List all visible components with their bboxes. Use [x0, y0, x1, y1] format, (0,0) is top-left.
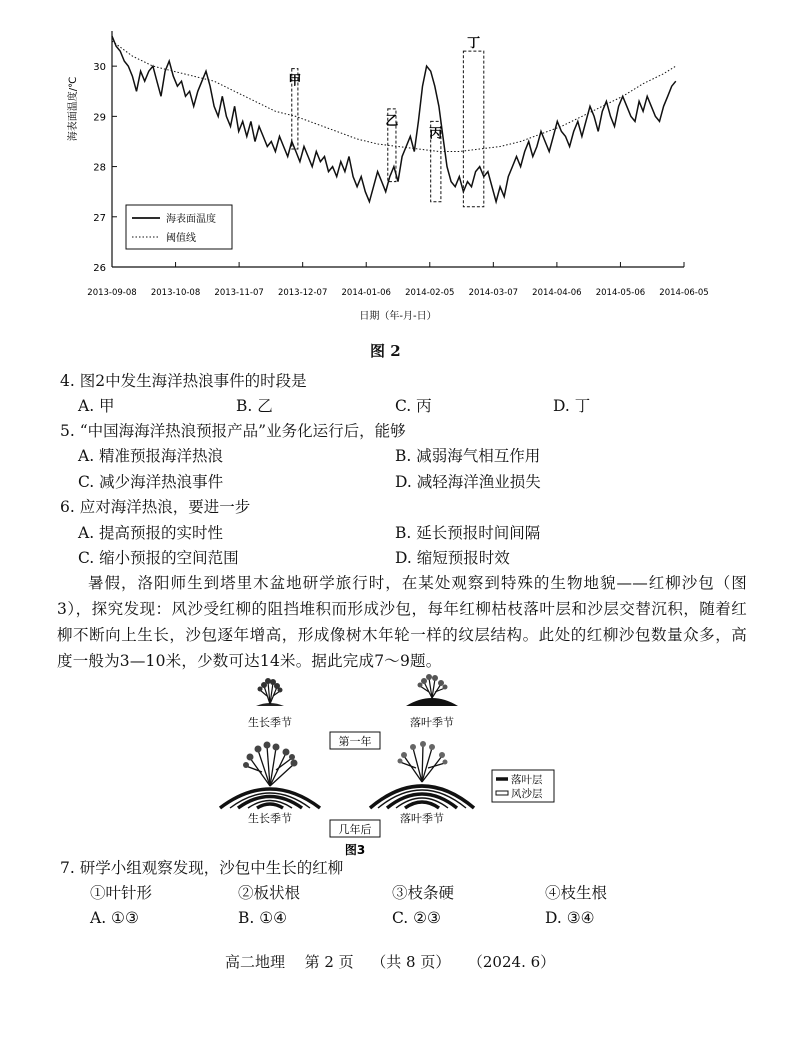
label-year1: 第一年: [338, 735, 372, 748]
mound-growth-later: [220, 742, 320, 809]
sst-chart: [60, 25, 720, 330]
footer-subject: 高二地理: [225, 953, 286, 971]
legend-sand-layer: 风沙层: [511, 788, 543, 800]
label-leaf-later: 落叶季节: [400, 812, 444, 825]
footer-date: （2024. 6）: [467, 953, 556, 971]
question-4-stem: 4. 图2中发生海洋热浪事件的时段是: [60, 372, 307, 390]
event-label-丁: 丁: [467, 36, 481, 52]
question-5-stem: 5. “中国海海洋热浪预报产品”业务化运行后，能够: [60, 422, 406, 440]
q6-option-a: A. 提高预报的实时性: [78, 524, 224, 542]
x-tick-label: 2013-12-07: [277, 288, 328, 298]
event-label-乙: 乙: [385, 113, 399, 129]
label-leaf-year1: 落叶季节: [410, 716, 454, 729]
figure-3-caption: 图3: [344, 843, 366, 857]
legend-leaf-layer: 落叶层: [511, 774, 543, 786]
y-tick-label: 28: [93, 162, 106, 174]
label-years-later: 几年后: [338, 823, 372, 836]
y-tick-label: 29: [93, 112, 106, 124]
q4-option-c: C. 丙: [395, 397, 432, 415]
y-tick-label: 26: [93, 263, 106, 274]
q5-option-c: C. 减少海洋热浪事件: [78, 473, 224, 491]
q7-option-b: B. ①④: [238, 909, 288, 927]
diagram-legend: [492, 770, 554, 802]
q7-option-c: C. ②③: [392, 909, 441, 927]
red-willow-diagram: [210, 672, 590, 862]
question-6-stem: 6. 应对海洋热浪，要进一步: [60, 498, 251, 516]
x-axis-label: 日期（年-月-日）: [359, 311, 437, 322]
y-axis-label: 海表面温度/℃: [68, 76, 79, 142]
q5-option-b: B. 减弱海气相互作用: [395, 447, 541, 465]
label-growth-later: 生长季节: [248, 812, 292, 825]
y-tick-label: 30: [93, 62, 106, 74]
question-7-stem: 7. 研学小组观察发现，沙包中生长的红柳: [60, 859, 344, 877]
q7-option-a: A. ①③: [90, 909, 139, 927]
x-tick-label: 2014-05-06: [595, 288, 646, 298]
reading-passage: 暑假，洛阳师生到塔里木盆地研学旅行时，在某处观察到特殊的生物地貌——红柳沙包（图3），探究发现：风沙受红柳的阻挡堆积而形成沙包，每年红柳枯枝落叶层和沙层交替沉积，随着红柳不断向上生长，沙包逐年增高，形成像树木年轮一样的纹层结构。此处的红柳沙包数量众多，高度一般为3—10米，少数可达14米。据此完成7～9题。: [57, 574, 747, 670]
x-tick-label: 2014-02-05: [405, 288, 455, 298]
x-tick-label: 2014-04-06: [532, 288, 582, 298]
shrub-leaf-year1: [406, 674, 458, 706]
label-growth-year1: 生长季节: [248, 716, 292, 729]
event-label-丙: 丙: [429, 126, 443, 142]
q4-option-b: B. 乙: [236, 397, 273, 415]
x-tick-label: 2013-11-07: [214, 288, 264, 298]
q6-option-d: D. 缩短预报时效: [395, 549, 510, 567]
q5-option-d: D. 减轻海洋渔业损失: [395, 473, 541, 491]
footer-total: （共 8 页）: [371, 953, 451, 971]
x-tick-label: 2014-01-06: [341, 288, 391, 298]
x-tick-label: 2014-03-07: [468, 288, 519, 298]
x-tick-label: 2013-10-08: [150, 288, 201, 298]
page-footer: [225, 951, 555, 972]
q7-item-4: ④枝生根: [545, 884, 608, 902]
event-label-甲: 甲: [288, 73, 302, 89]
footer-page: 第 2 页: [304, 953, 354, 971]
x-tick-label: 2013-09-08: [87, 288, 137, 298]
q4-option-d: D. 丁: [553, 397, 591, 415]
shrub-growth-year1: [256, 678, 284, 706]
q6-option-c: C. 缩小预报的空间范围: [78, 549, 239, 567]
q7-item-2: ②板状根: [238, 884, 301, 902]
q7-option-d: D. ③④: [545, 909, 595, 927]
q4-option-a: A. 甲: [78, 397, 115, 415]
legend-label-threshold: 阈值线: [166, 233, 196, 244]
q7-item-1: ①叶针形: [90, 884, 153, 902]
figure-2-caption: 图 2: [370, 342, 401, 360]
legend-label-sst: 海表面温度: [166, 214, 216, 225]
y-tick-label: 27: [93, 212, 106, 224]
q5-option-a: A. 精准预报海洋热浪: [78, 447, 224, 465]
q7-item-3: ③枝条硬: [392, 884, 455, 902]
q6-option-b: B. 延长预报时间间隔: [395, 524, 541, 542]
x-tick-label: 2014-06-05: [659, 288, 709, 298]
mound-leaf-later: [370, 741, 474, 808]
